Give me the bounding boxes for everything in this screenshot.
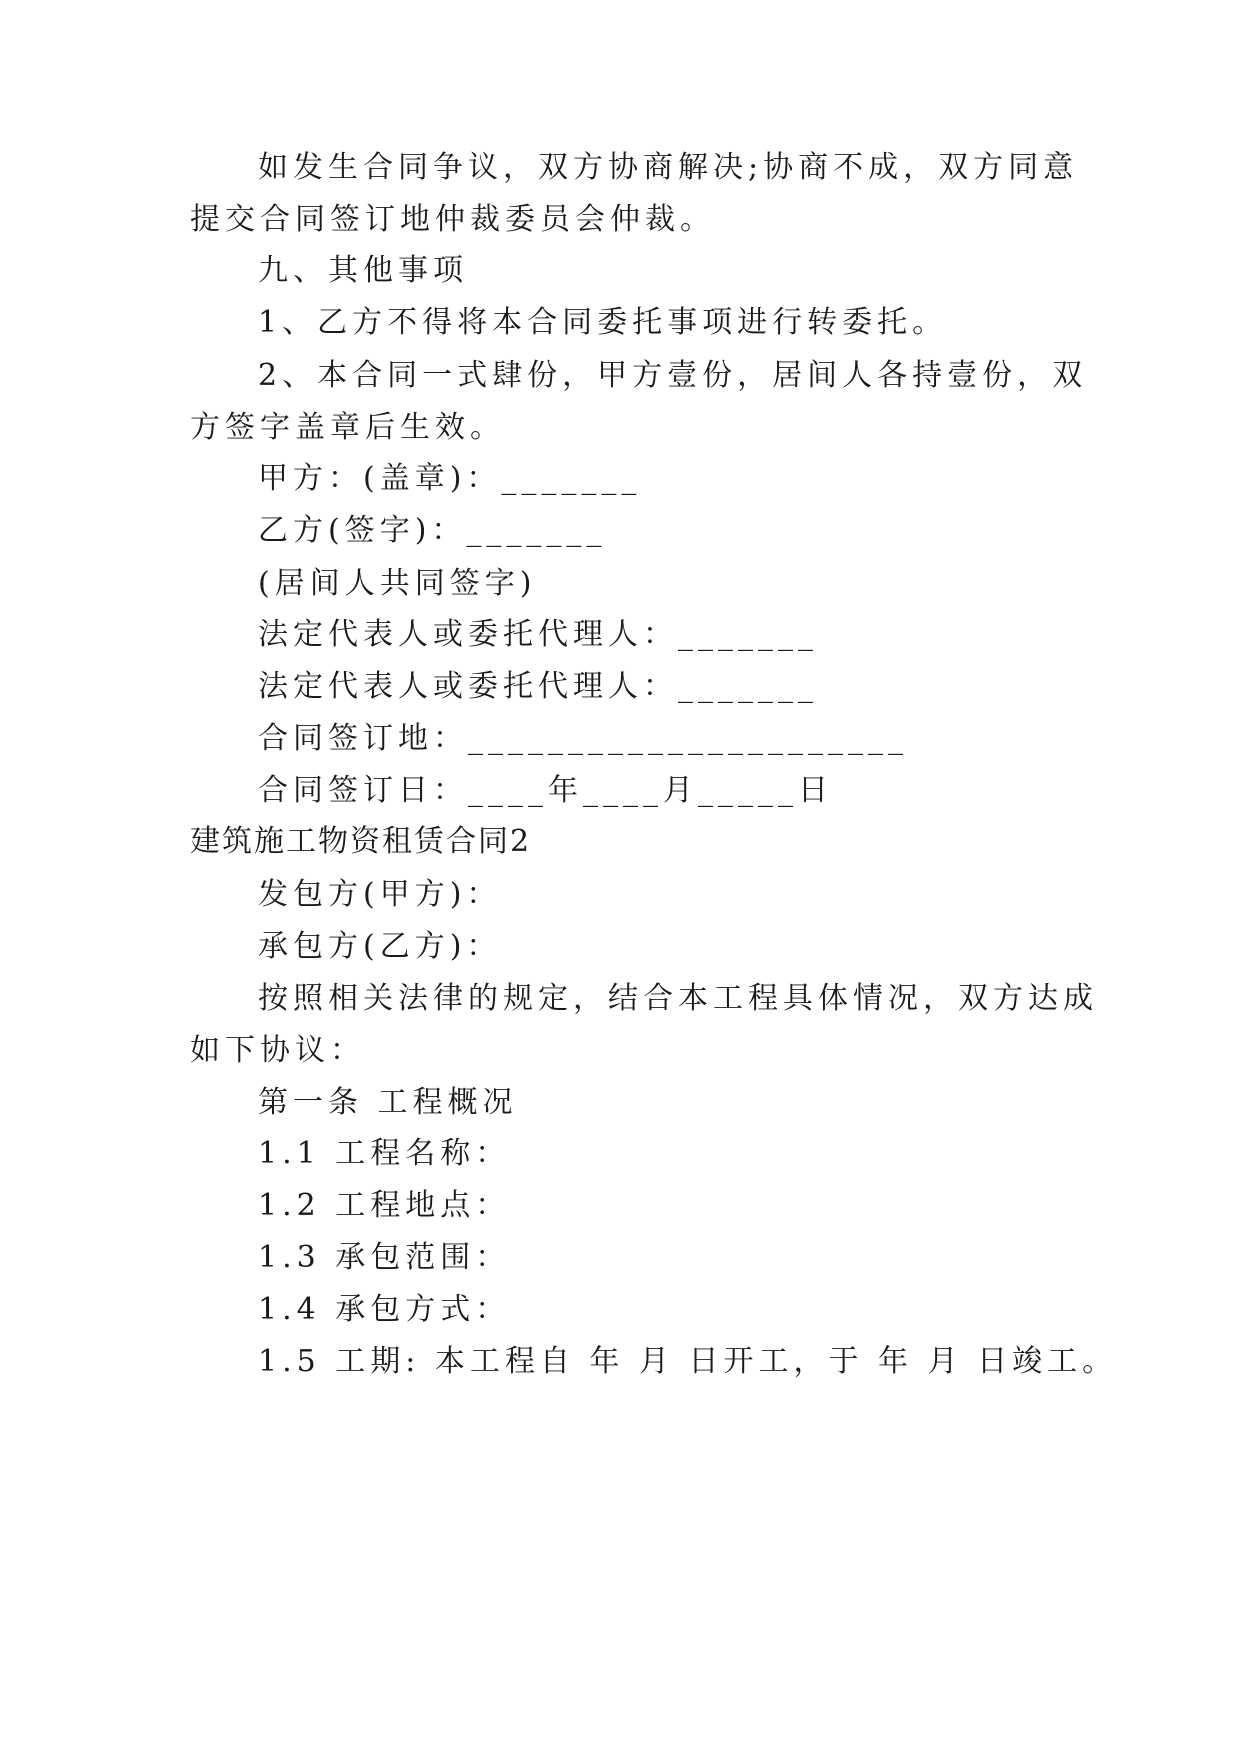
paragraph-dispute-line-2: 提交合同签订地仲裁委员会仲裁。 — [190, 202, 715, 237]
contract-signing-date: 合同签订日：____年____月_____日 — [258, 773, 833, 808]
clause-2-copies-line-1: 2、本合同一式肆份，甲方壹份，居间人各持壹份，双 — [258, 358, 1088, 393]
section-heading-other-matters: 九、其他事项 — [258, 253, 468, 288]
paragraph-dispute-line-1: 如发生合同争议，双方协商解决;协商不成，双方同意 — [258, 150, 1079, 185]
signature-legal-representative-2: 法定代表人或委托代理人：_______ — [258, 669, 818, 704]
clause-2-copies-line-2: 方签字盖章后生效。 — [190, 410, 505, 445]
signature-party-a: 甲方：(盖章)：_______ — [258, 461, 642, 496]
item-1-4-contract-method: 1.4 承包方式： — [258, 1292, 511, 1327]
item-1-3-contract-scope: 1.3 承包范围： — [258, 1240, 511, 1275]
employer-party-a: 发包方(甲方)： — [258, 877, 502, 912]
signature-intermediary-note: (居间人共同签字) — [258, 566, 537, 601]
signature-legal-representative-1: 法定代表人或委托代理人：_______ — [258, 617, 818, 652]
contract-signing-place: 合同签订地：______________________ — [258, 721, 908, 756]
article-1-heading: 第一条 工程概况 — [258, 1085, 518, 1120]
agreement-preamble-line-1: 按照相关法律的规定，结合本工程具体情况，双方达成 — [258, 981, 1098, 1016]
contract-2-title: 建筑施工物资租赁合同2 — [190, 824, 532, 859]
signature-party-b: 乙方(签字)：_______ — [258, 513, 607, 548]
agreement-preamble-line-2: 如下协议： — [190, 1033, 365, 1068]
item-1-5-construction-period: 1.5 工期: 本工程自 年 月 日开工，于 年 月 日竣工。 — [258, 1344, 1118, 1379]
item-1-1-project-name: 1.1 工程名称： — [258, 1136, 511, 1171]
item-1-2-project-location: 1.2 工程地点： — [258, 1188, 511, 1223]
contractor-party-b: 承包方(乙方)： — [258, 929, 502, 964]
clause-1-no-subdelegation: 1、乙方不得将本合同委托事项进行转委托。 — [258, 305, 948, 340]
